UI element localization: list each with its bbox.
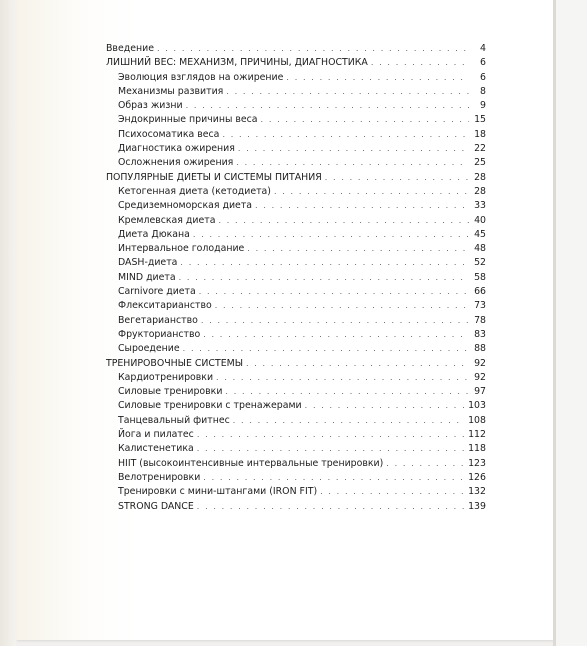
- toc-entry[interactable]: [106, 128, 486, 142]
- page-gutter: [0, 0, 16, 646]
- toc-page-number: 108: [468, 414, 486, 426]
- toc-entry-title: ПОПУЛЯРНЫЕ ДИЕТЫ И СИСТЕМЫ ПИТАНИЯ: [106, 171, 322, 183]
- toc-page-number: 8: [480, 85, 486, 97]
- toc-entry[interactable]: [106, 414, 486, 428]
- toc-page-number: 15: [474, 114, 486, 126]
- toc-page-number: 6: [480, 57, 486, 69]
- toc-entry-title: Йога и пилатес: [118, 429, 194, 441]
- dot-leader: [233, 414, 465, 428]
- toc-entry[interactable]: [106, 185, 486, 199]
- dot-leader: [157, 42, 469, 56]
- toc-entry[interactable]: [106, 371, 486, 385]
- toc-page-number: 118: [468, 443, 486, 455]
- dot-leader: [180, 256, 469, 270]
- toc-entry[interactable]: [106, 242, 486, 256]
- toc-page-number: 33: [474, 200, 486, 212]
- dot-leader: [320, 485, 465, 499]
- toc-entry-title: ЛИШНИЙ ВЕС: МЕХАНИЗМ, ПРИЧИНЫ, ДИАГНОСТИКА: [106, 57, 368, 69]
- toc-entry[interactable]: [106, 385, 486, 399]
- toc-entry-title: Силовые тренировки с тренажерами: [118, 400, 302, 412]
- toc-page-number: 4: [480, 43, 486, 54]
- dot-leader: [238, 142, 469, 156]
- toc-entry[interactable]: [106, 299, 486, 313]
- dot-leader: [199, 285, 469, 299]
- toc-page-number: 97: [474, 386, 486, 398]
- dot-leader: [225, 385, 469, 399]
- side-panel: [556, 0, 587, 646]
- toc-entry[interactable]: [106, 442, 486, 456]
- dot-leader: [305, 399, 465, 413]
- toc-page-number: 126: [468, 471, 486, 483]
- toc-page-number: 22: [474, 143, 486, 155]
- toc-entry-title: Танцевальный фитнес: [118, 414, 230, 426]
- toc-entry-title: Кетогенная диета (кетодиета): [118, 185, 271, 197]
- toc-page-number: 88: [474, 343, 486, 355]
- toc-entry[interactable]: [106, 99, 486, 113]
- dot-leader: [222, 128, 469, 142]
- dot-leader: [247, 242, 469, 256]
- toc-section[interactable]: [106, 357, 486, 371]
- table-of-contents: [106, 42, 486, 514]
- toc-page-number: 103: [468, 400, 486, 412]
- toc-entry-title: Вегетарианство: [118, 314, 198, 326]
- dot-leader: [371, 56, 469, 70]
- dot-leader: [183, 342, 469, 356]
- toc-page-number: 52: [474, 257, 486, 269]
- toc-entry-title: Диагностика ожирения: [118, 143, 235, 155]
- toc-entry[interactable]: [106, 228, 486, 242]
- toc-page-number: 132: [468, 486, 486, 498]
- toc-entry-title: Калистенетика: [118, 443, 194, 455]
- toc-entry[interactable]: [106, 457, 486, 471]
- toc-entry[interactable]: [106, 256, 486, 270]
- dot-leader: [197, 428, 465, 442]
- dot-leader: [236, 156, 469, 170]
- toc-page-number: 112: [468, 429, 486, 441]
- dot-leader: [186, 99, 469, 113]
- toc-entry-title: HIIT (высокоинтенсивные интервальные тренировки): [118, 457, 384, 469]
- toc-entry-title: DASH-диета: [118, 257, 178, 269]
- toc-entry-title: Силовые тренировки: [118, 386, 223, 398]
- toc-page-number: 28: [474, 185, 486, 197]
- toc-entry[interactable]: [106, 142, 486, 156]
- toc-entry-title: Carnivore диета: [118, 286, 196, 298]
- toc-entry-title: Средиземноморская диета: [118, 200, 253, 212]
- dot-leader: [203, 328, 469, 342]
- toc-page-number: 45: [474, 228, 486, 240]
- dot-leader: [179, 271, 469, 285]
- toc-page-number: 18: [474, 128, 486, 140]
- toc-entry[interactable]: [106, 485, 486, 499]
- toc-entry[interactable]: [106, 271, 486, 285]
- toc-entry[interactable]: [106, 500, 486, 514]
- toc-page-number: 28: [474, 171, 486, 183]
- toc-entry[interactable]: [106, 399, 486, 413]
- toc-page-number: 92: [474, 371, 486, 383]
- dot-leader: [216, 371, 469, 385]
- dot-leader: [201, 314, 469, 328]
- toc-entry[interactable]: [106, 314, 486, 328]
- dot-leader: [286, 71, 469, 85]
- toc-entry-title: Тренировки с мини-штангами (IRON FIT): [118, 486, 318, 498]
- dot-leader: [197, 500, 465, 514]
- toc-section[interactable]: [106, 56, 486, 70]
- toc-section[interactable]: [106, 171, 486, 185]
- toc-page-number: 83: [474, 328, 486, 340]
- dot-leader: [218, 214, 469, 228]
- toc-page-number: 9: [480, 100, 486, 112]
- toc-entry-title: Психосоматика веса: [118, 128, 220, 140]
- toc-entry-title: Введение: [106, 43, 154, 54]
- toc-section[interactable]: [106, 42, 486, 56]
- dot-leader: [274, 185, 469, 199]
- toc-entry-title: Интервальное голодание: [118, 243, 245, 255]
- toc-entry[interactable]: [106, 85, 486, 99]
- toc-entry-title: Осложнения ожирения: [118, 157, 234, 169]
- toc-entry[interactable]: [106, 156, 486, 170]
- toc-entry-title: Образ жизни: [118, 100, 183, 112]
- toc-entry[interactable]: [106, 71, 486, 85]
- toc-entry[interactable]: [106, 285, 486, 299]
- dot-leader: [261, 113, 469, 127]
- dot-leader: [193, 228, 469, 242]
- toc-page-number: 40: [474, 214, 486, 226]
- toc-entry[interactable]: [106, 428, 486, 442]
- toc-entry-title: Диета Дюкана: [118, 228, 190, 240]
- dot-leader: [255, 199, 469, 213]
- toc-entry[interactable]: [106, 342, 486, 356]
- toc-entry[interactable]: [106, 214, 486, 228]
- toc-entry[interactable]: [106, 199, 486, 213]
- dot-leader: [325, 171, 469, 185]
- toc-entry-title: Эволюция взглядов на ожирение: [118, 71, 284, 83]
- toc-entry-title: STRONG DANCE: [118, 500, 194, 512]
- toc-entry-title: ТРЕНИРОВОЧНЫЕ СИСТЕМЫ: [106, 357, 243, 369]
- toc-page-number: 73: [474, 300, 486, 312]
- dot-leader: [386, 457, 465, 471]
- toc-page-number: 123: [468, 457, 486, 469]
- toc-entry-title: Кардиотренировки: [118, 371, 214, 383]
- toc-entry-title: Эндокринные причины веса: [118, 114, 258, 126]
- dot-leader: [246, 357, 469, 371]
- toc-page-number: 92: [474, 357, 486, 369]
- toc-page-number: 58: [474, 271, 486, 283]
- dot-leader: [203, 471, 465, 485]
- toc-entry-title: Флекситарианство: [118, 300, 212, 312]
- toc-page-number: 139: [468, 500, 486, 512]
- toc-page-number: 6: [480, 71, 486, 83]
- toc-entry-title: Велотренировки: [118, 471, 201, 483]
- toc-entry-title: Кремлевская диета: [118, 214, 216, 226]
- toc-entry[interactable]: [106, 471, 486, 485]
- toc-entry-title: Фрукторианство: [118, 328, 201, 340]
- dot-leader: [197, 442, 465, 456]
- toc-page-number: 66: [474, 286, 486, 298]
- toc-entry-title: Сыроедение: [118, 343, 180, 355]
- toc-entry[interactable]: [106, 113, 486, 127]
- dot-leader: [215, 299, 469, 313]
- toc-page-number: 48: [474, 243, 486, 255]
- dot-leader: [226, 85, 469, 99]
- toc-entry-title: Механизмы развития: [118, 85, 224, 97]
- toc-page-number: 78: [474, 314, 486, 326]
- toc-page-number: 25: [474, 157, 486, 169]
- toc-entry[interactable]: [106, 328, 486, 342]
- toc-entry-title: MIND диета: [118, 271, 176, 283]
